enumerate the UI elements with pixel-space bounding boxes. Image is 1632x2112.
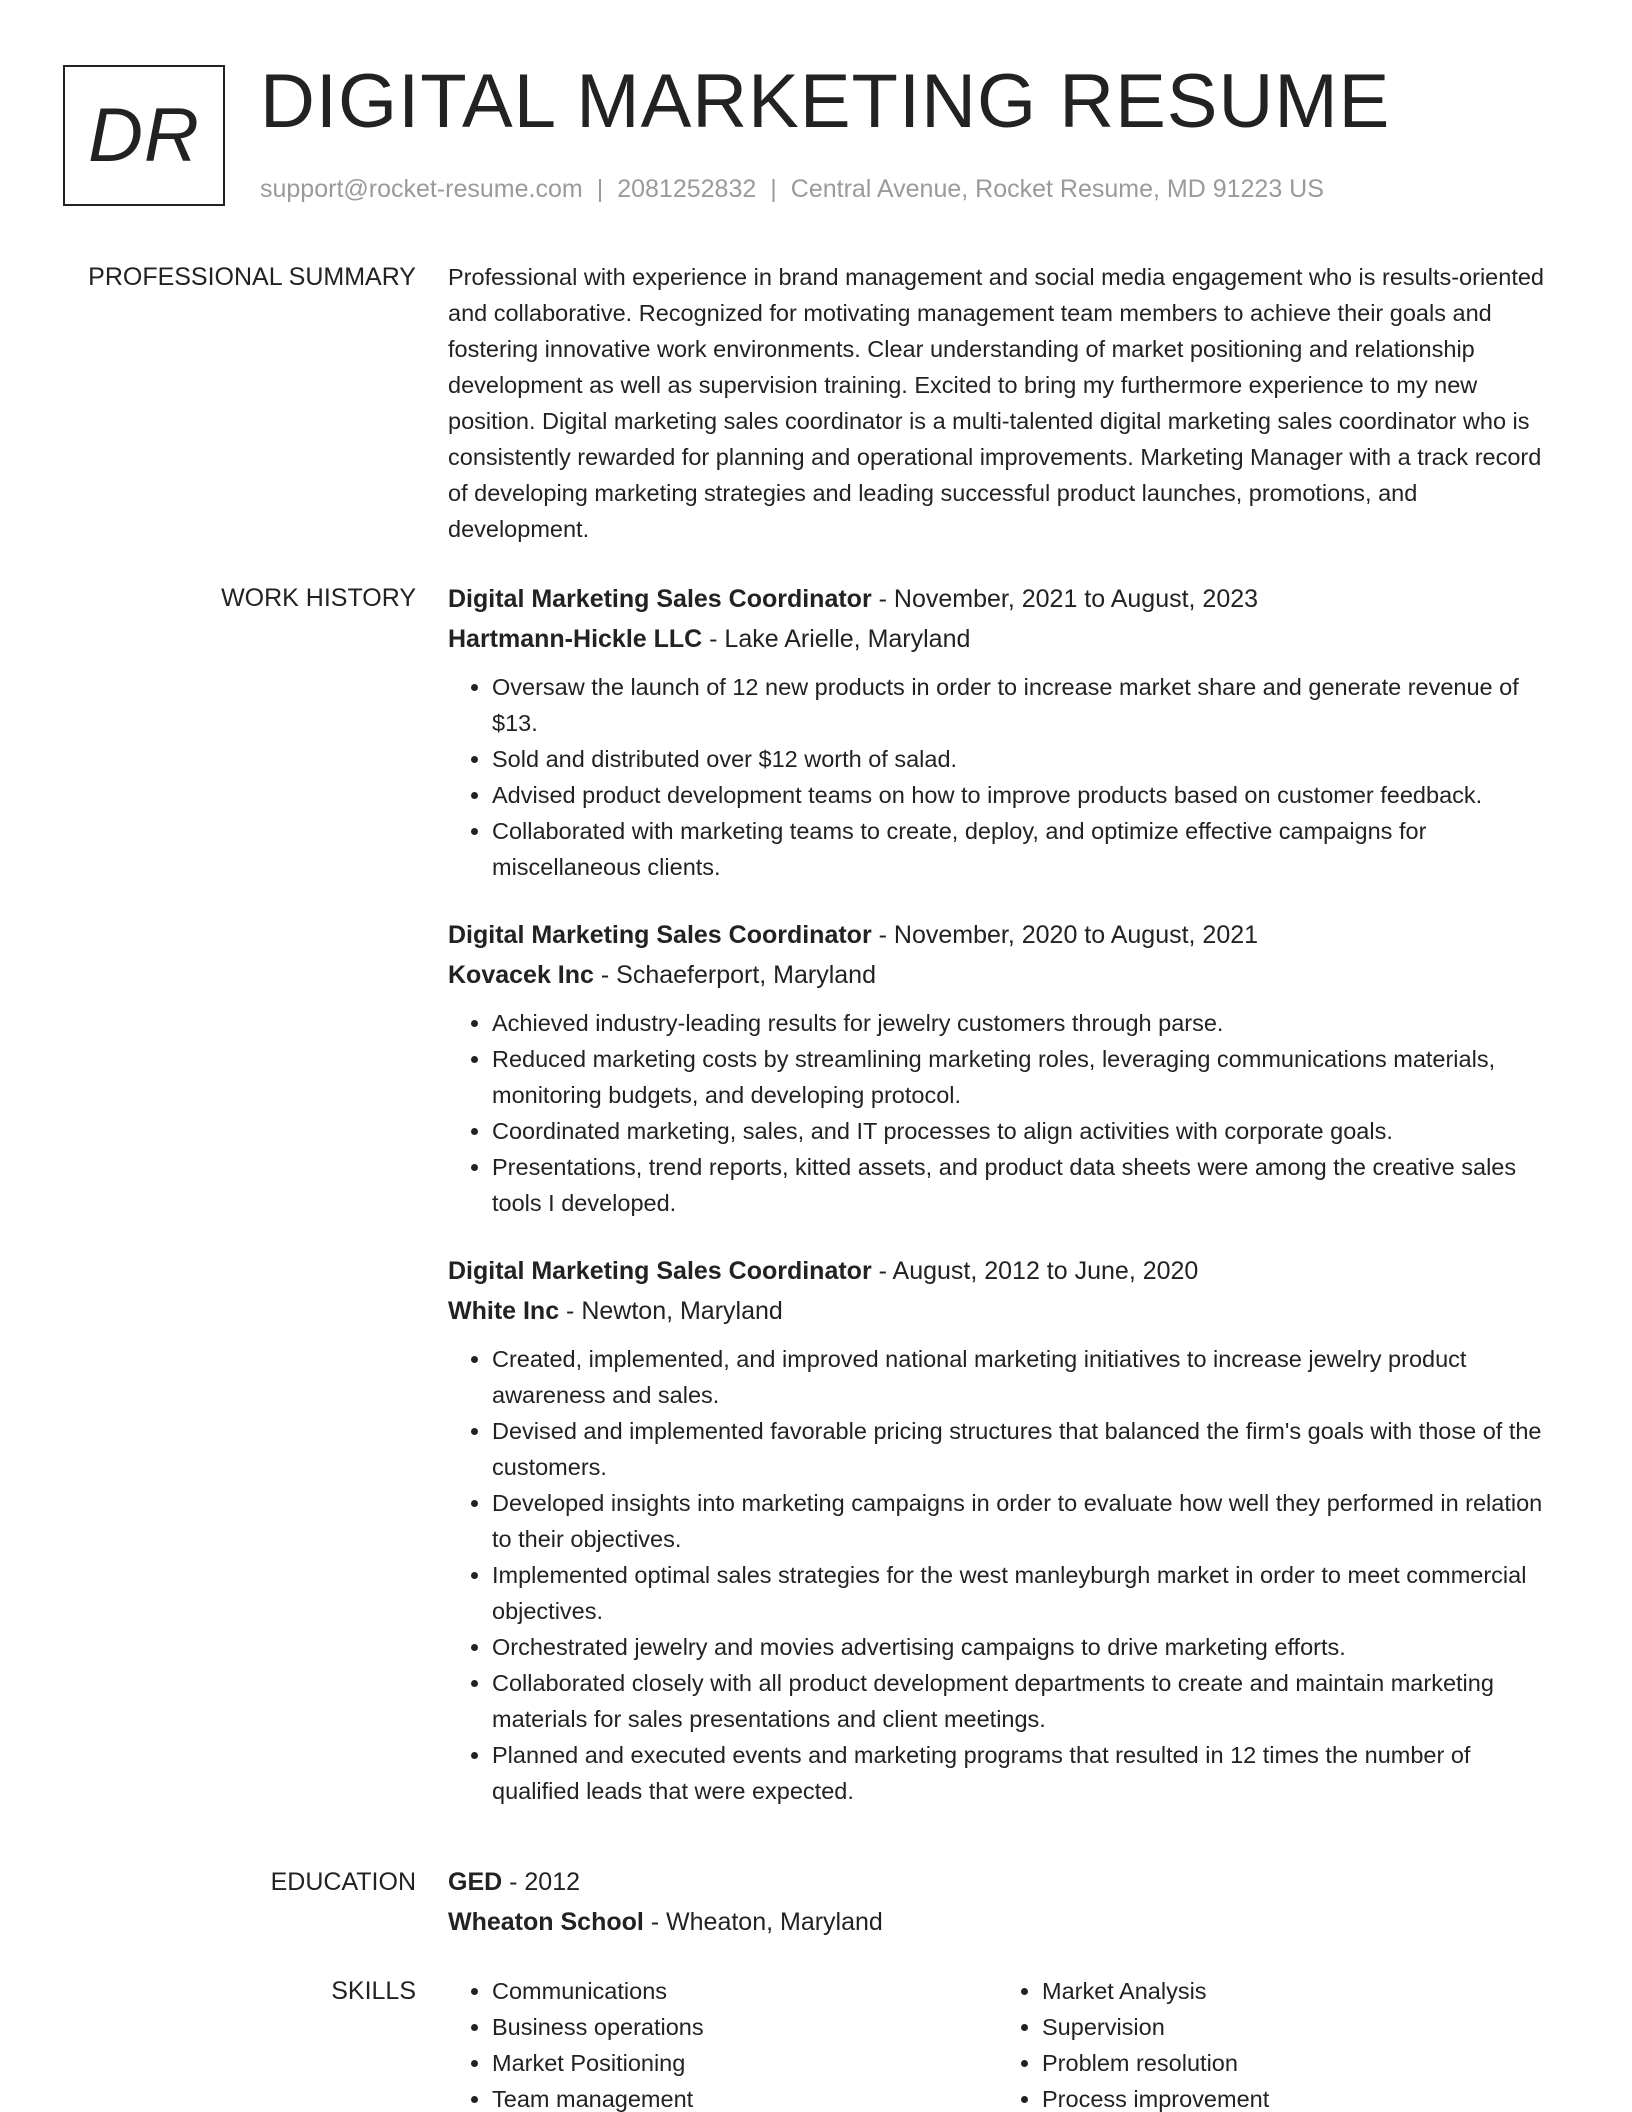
- skill-item: • Supervision: [1042, 2009, 1548, 2045]
- job-company: White Inc: [448, 1297, 560, 1325]
- job-bullet: • Coordinated marketing, sales, and IT processes to align activities with corporate goals.: [492, 1113, 1563, 1149]
- education-body: [448, 1862, 1563, 1942]
- job-bullet: • Oversaw the launch of 12 new products in order to increase market share and generate revenue of $13.: [492, 669, 1563, 741]
- job-title-line: [448, 915, 1563, 955]
- education-school: Wheaton School: [448, 1908, 644, 1936]
- skills-list: [448, 1973, 998, 2112]
- contact-email: support@rocket-resume.com: [260, 175, 583, 203]
- job-entry: [448, 915, 1563, 1221]
- skill-item: • Problem resolution: [1042, 2045, 1548, 2081]
- job-dates: - August, 2012 to June, 2020: [871, 1257, 1199, 1285]
- skills-column-right: [998, 1973, 1548, 2112]
- section-heading-skills: SKILLS: [331, 1977, 416, 2005]
- job-company: Hartmann-Hickle LLC: [448, 625, 703, 653]
- contact-phone: 2081252832: [617, 175, 757, 203]
- job-bullet: • Collaborated with marketing teams to create, deploy, and optimize effective campaigns for miscellaneous clients.: [492, 813, 1563, 885]
- job-bullet: • Achieved industry-leading results for jewelry customers through parse.: [492, 1005, 1563, 1041]
- skill-item: • Process improvement: [1042, 2081, 1548, 2112]
- job-company-line: [448, 619, 1563, 659]
- job-bullet: • Reduced marketing costs by streamlining marketing roles, leveraging communications materials, monitoring budgets, and developing protocol.: [492, 1041, 1563, 1113]
- section-heading-education: EDUCATION: [270, 1868, 416, 1896]
- contact-line: [260, 175, 1324, 204]
- monogram-initials: DR: [88, 93, 200, 178]
- job-bullet: • Devised and implemented favorable pricing structures that balanced the firm's goals with those of the customers.: [492, 1413, 1563, 1485]
- summary-body: [448, 259, 1563, 547]
- contact-separator: |: [770, 175, 777, 203]
- education-school-line: [448, 1902, 1563, 1942]
- job-bullet: • Sold and distributed over $12 worth of salad.: [492, 741, 1563, 777]
- job-title: Digital Marketing Sales Coordinator: [448, 1257, 872, 1285]
- job-title: Digital Marketing Sales Coordinator: [448, 921, 872, 949]
- job-bullet: • Collaborated closely with all product development departments to create and maintain marketing materials for sales presentations and client meetings.: [492, 1665, 1563, 1737]
- skill-item: • Team management: [492, 2081, 998, 2112]
- contact-separator: |: [596, 175, 604, 203]
- job-bullet: • Planned and executed events and marketing programs that resulted in 12 times the number of qualified leads that were expected.: [492, 1737, 1563, 1809]
- skills-list: [998, 1973, 1548, 2112]
- contact-address: Central Avenue, Rocket Resume, MD 91223 US: [790, 175, 1324, 203]
- skills-columns: [448, 1973, 1563, 2112]
- job-bullet: • Developed insights into marketing campaigns in order to evaluate how well they performed in relation to their objectives.: [492, 1485, 1563, 1557]
- education-year: - 2012: [502, 1868, 581, 1896]
- job-company-line: [448, 1291, 1563, 1331]
- section-heading-work-history: WORK HISTORY: [221, 584, 416, 612]
- job-company-line: [448, 955, 1563, 995]
- job-bullets: [448, 669, 1563, 885]
- job-location: - Lake Arielle, Maryland: [702, 625, 971, 653]
- section-heading-summary: PROFESSIONAL SUMMARY: [88, 263, 416, 291]
- job-bullets: [448, 1005, 1563, 1221]
- job-bullet: • Advised product development teams on how to improve products based on customer feedback.: [492, 777, 1563, 813]
- job-bullet: • Orchestrated jewelry and movies advertising campaigns to drive marketing efforts.: [492, 1629, 1563, 1665]
- education-degree-line: [448, 1862, 1563, 1902]
- job-location: - Newton, Maryland: [559, 1297, 783, 1325]
- skills-body: [448, 1973, 1563, 2112]
- job-company: Kovacek Inc: [448, 961, 594, 989]
- job-location: - Schaeferport, Maryland: [593, 961, 876, 989]
- monogram-box: [63, 65, 225, 206]
- resume-title: DIGITAL MARKETING RESUME: [260, 59, 1391, 144]
- job-bullet: • Implemented optimal sales strategies for the west manleyburgh market in order to meet commercial objectives.: [492, 1557, 1563, 1629]
- job-entry: [448, 1251, 1563, 1809]
- work-history-body: [448, 579, 1563, 1839]
- job-title-line: [448, 579, 1563, 619]
- summary-text: Professional with experience in brand management and social media engagement who is results-oriented and collaborative. Recognized for motivating management team members to achieve their goals and fostering innovative work environments. Clear understanding of market positioning and relationship development as well as supervision training. Excited to bring my furthermore experience to my new position. Digital marketing sales coordinator is a multi-talented digital marketing sales coordinator who is consistently rewarded for planning and operational improvements. Marketing Manager with a track record of developing marketing strategies and leading successful product launches, promotions, and development.: [448, 264, 1544, 542]
- job-dates: - November, 2020 to August, 2021: [871, 921, 1259, 949]
- job-title-line: [448, 1251, 1563, 1291]
- job-entry: [448, 579, 1563, 885]
- skills-column-left: [448, 1973, 998, 2112]
- job-bullet: • Presentations, trend reports, kitted assets, and product data sheets were among the creative sales tools I developed.: [492, 1149, 1563, 1221]
- job-bullets: [448, 1341, 1563, 1809]
- skill-item: • Market Positioning: [492, 2045, 998, 2081]
- skill-item: • Market Analysis: [1042, 1973, 1548, 2009]
- job-dates: - November, 2021 to August, 2023: [871, 585, 1259, 613]
- skill-item: • Business operations: [492, 2009, 998, 2045]
- education-location: - Wheaton, Maryland: [643, 1908, 883, 1936]
- education-degree: GED: [448, 1868, 503, 1896]
- job-bullet: • Created, implemented, and improved national marketing initiatives to increase jewelry product awareness and sales.: [492, 1341, 1563, 1413]
- skill-item: • Communications: [492, 1973, 998, 2009]
- job-title: Digital Marketing Sales Coordinator: [448, 585, 872, 613]
